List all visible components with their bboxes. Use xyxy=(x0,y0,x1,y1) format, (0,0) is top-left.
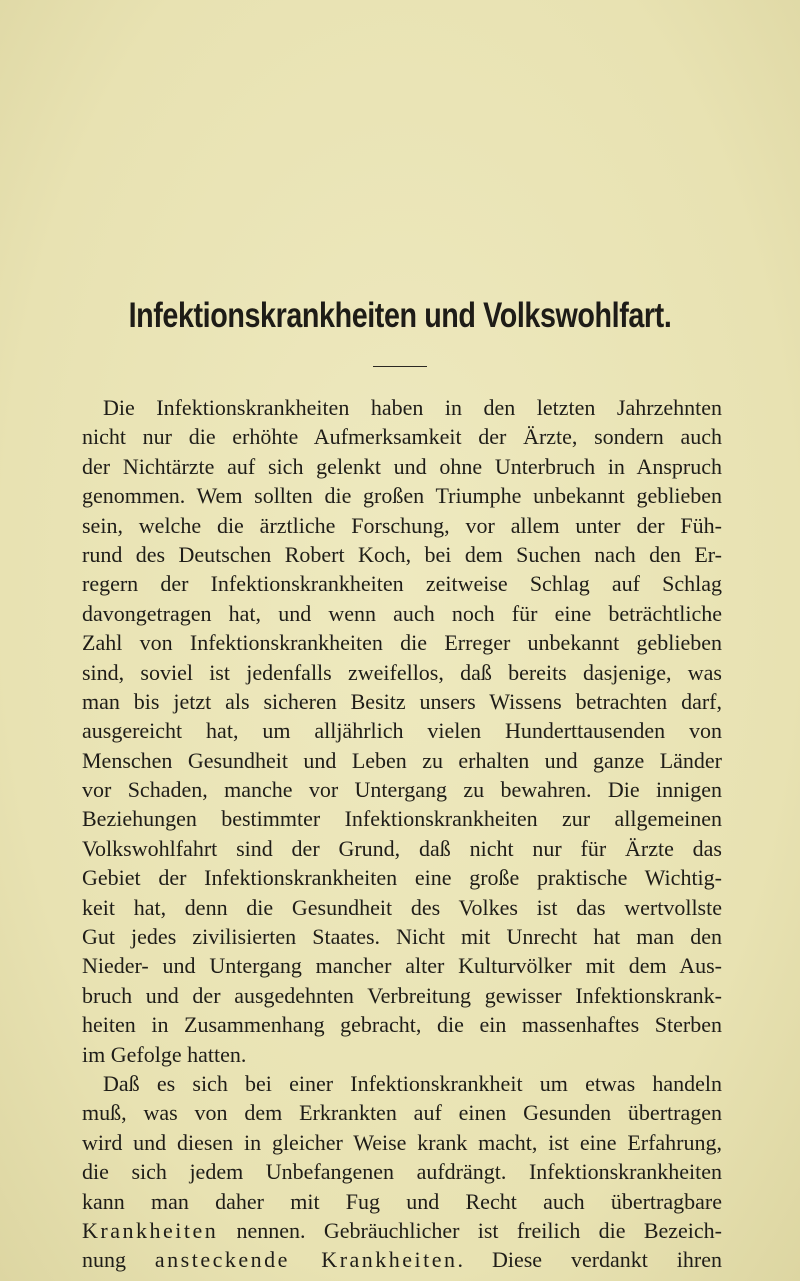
text-line: nicht nur die erhöhte Aufmerksamkeit der Ärzte, sondern auch xyxy=(82,424,722,450)
text-line: bruch und der ausgedehnten Verbreitung gewisser Infektionskrank- xyxy=(82,982,722,1008)
text-line: rund des Deutschen Robert Koch, bei dem Suchen nach den Er- xyxy=(82,541,722,567)
page-title: Infektionskrankheiten und Volkswohlfart. xyxy=(128,296,672,335)
text-line xyxy=(82,1216,722,1245)
text-span: nennen. Gebräuchlicher ist freilich die Bezeich- xyxy=(218,1217,722,1243)
body-text xyxy=(82,393,722,1275)
text-line: Nieder- und Untergang mancher alter Kulturvölker mit dem Aus- xyxy=(82,953,722,979)
text-line: genommen. Wem sollten die großen Triumphe unbekannt geblieben xyxy=(82,483,722,509)
text-span: nung xyxy=(82,1247,155,1273)
text-line: Volkswohlfahrt sind der Grund, daß nicht nur für Ärzte das xyxy=(82,835,722,861)
text-line: wird und diesen in gleicher Weise krank macht, ist eine Erfahrung, xyxy=(82,1129,722,1155)
text-line: davongetragen hat, und wenn auch noch für eine beträchtliche xyxy=(82,600,722,626)
text-line xyxy=(82,1245,722,1274)
text-line: regern der Infektionskrankheiten zeitweise Schlag auf Schlag xyxy=(82,571,722,597)
spaced-emphasis: ansteckende Krankheiten xyxy=(154,1247,458,1273)
text-line: der Nichtärzte auf sich gelenkt und ohne Unterbruch in Anspruch xyxy=(82,453,722,479)
text-line: Die Infektionskrankheiten haben in den letzten Jahrzehnten xyxy=(103,395,722,420)
text-line: ausgereicht hat, um alljährlich vielen Hunderttausenden von xyxy=(82,718,722,744)
text-line: man bis jetzt als sicheren Besitz unsers Wissens betrachten darf, xyxy=(82,688,722,714)
spaced-emphasis: Krankheiten xyxy=(82,1217,219,1243)
text-line: Beziehungen bestimmter Infektionskrankheiten zur allgemeinen xyxy=(82,806,722,832)
text-line: sein, welche die ärztliche Forschung, vor allem unter der Füh- xyxy=(82,512,722,538)
text-line: Menschen Gesundheit und Leben zu erhalten und ganze Länder xyxy=(82,747,722,773)
text-line: heiten in Zusammenhang gebracht, die ein massenhaftes Sterben xyxy=(82,1012,722,1038)
text-line: im Gefolge hatten. xyxy=(82,1041,247,1067)
text-line: vor Schaden, manche vor Untergang zu bewahren. Die innigen xyxy=(82,777,722,803)
text-line: Daß es sich bei einer Infektionskrankheit um etwas handeln xyxy=(103,1070,722,1096)
text-line: keit hat, denn die Gesundheit des Volkes ist das wertvollste xyxy=(82,894,722,920)
text-line: muß, was von dem Erkrankten auf einen Gesunden übertragen xyxy=(82,1100,722,1126)
text-line: kann man daher mit Fug und Recht auch übertragbare xyxy=(82,1188,722,1214)
text-line: Gebiet der Infektionskrankheiten eine große praktische Wichtig- xyxy=(82,865,722,891)
text-line: Gut jedes zivilisierten Staates. Nicht mit Unrecht hat man den xyxy=(82,924,722,950)
text-line: Zahl von Infektionskrankheiten die Erreger unbekannt geblieben xyxy=(82,630,722,656)
title-divider xyxy=(373,366,427,367)
text-line: die sich jedem Unbefangenen aufdrängt. Infektionskrankheiten xyxy=(82,1159,722,1185)
text-line: sind, soviel ist jedenfalls zweifellos, daß bereits dasjenige, was xyxy=(82,659,722,685)
text-span: . Diese verdankt ihren xyxy=(457,1247,723,1273)
